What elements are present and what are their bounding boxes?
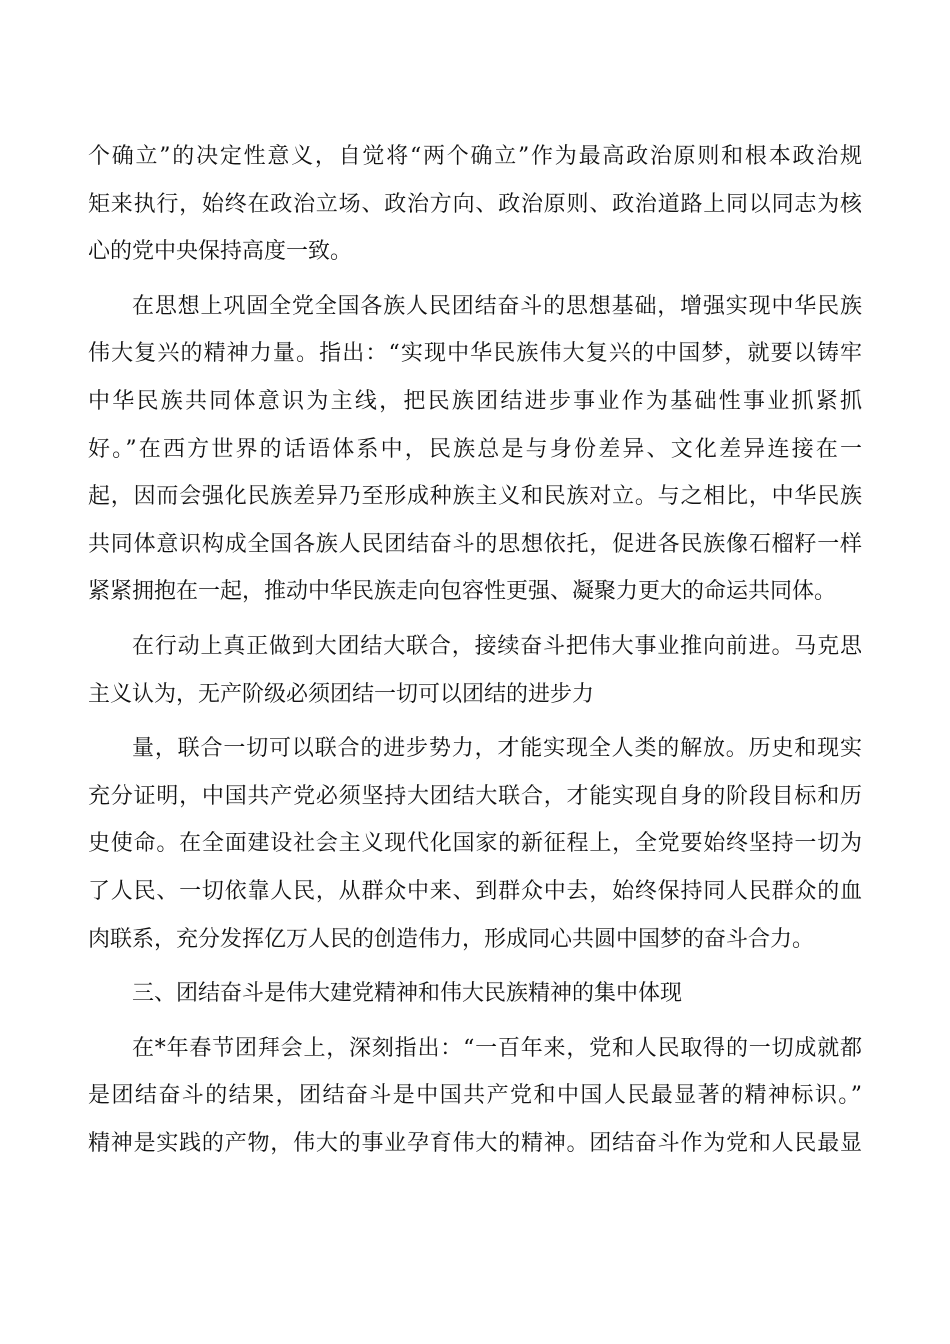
- text-line: 了人民、一切依靠人民，从群众中来、到群众中去，始终保持同人民群众的血: [88, 878, 862, 904]
- text-line: 紧紧拥抱在一起，推动中华民族走向包容性更强、凝聚力更大的命运共同体。: [88, 579, 837, 605]
- text-line: 在思想上巩固全党全国各族人民团结奋斗的思想基础，增强实现中华民族: [132, 293, 862, 319]
- paragraph-gap: [88, 276, 862, 283]
- text-line: 心的党中央保持高度一致。: [88, 239, 353, 265]
- text-line: 在*年春节团拜会上，深刻指出：“一百年来，党和人民取得的一切成就都: [132, 1035, 862, 1061]
- paragraph-gap: [88, 718, 862, 725]
- document-body: [88, 133, 862, 1167]
- text-line: 共同体意识构成全国各族人民团结奋斗的思想依托，促进各民族像石榴籽一样: [88, 531, 862, 557]
- paragraph-gap: [88, 616, 862, 623]
- text-line: 好。”在西方世界的话语体系中，民族总是与身份差异、文化差异连接在一: [88, 436, 862, 462]
- text-line: 中华民族共同体意识为主线，把民族团结进步事业作为基础性事业抓紧抓: [88, 388, 862, 414]
- text-line: 肉联系，充分发挥亿万人民的创造伟力，形成同心共圆中国梦的奋斗合力。: [88, 926, 815, 952]
- text-line: 三、团结奋斗是伟大建党精神和伟大民族精神的集中体现: [132, 981, 683, 1007]
- paragraph-gap: [88, 963, 862, 970]
- text-line: 个确立”的决定性意义，自觉将“两个确立”作为最高政治原则和根本政治规: [88, 144, 862, 169]
- paragraph-gap: [88, 1018, 862, 1025]
- text-line: 主义认为，无产阶级必须团结一切可以团结的进步力: [88, 681, 595, 707]
- text-line: 是团结奋斗的结果，团结奋斗是中国共产党和中国人民最显著的精神标识。”: [88, 1083, 862, 1109]
- text-line: 史使命。在全面建设社会主义现代化国家的新征程上，全党要始终坚持一切为: [88, 831, 862, 857]
- text-line: 矩来执行，始终在政治立场、政治方向、政治原则、政治道路上同以同志为核: [88, 191, 862, 217]
- text-line: 伟大复兴的精神力量。指出：“实现中华民族伟大复兴的中国梦，就要以铸牢: [88, 341, 862, 367]
- text-line: 量，联合一切可以联合的进步势力，才能实现全人类的解放。历史和现实: [132, 736, 862, 762]
- text-line: 精神是实践的产物，伟大的事业孕育伟大的精神。团结奋斗作为党和人民最显: [88, 1130, 862, 1156]
- text-line: 在行动上真正做到大团结大联合，接续奋斗把伟大事业推向前进。马克思: [132, 633, 862, 659]
- text-line: 起，因而会强化民族差异乃至形成种族主义和民族对立。与之相比，中华民族: [88, 484, 862, 510]
- text-line: 充分证明，中国共产党必须坚持大团结大联合，才能实现自身的阶段目标和历: [88, 783, 862, 809]
